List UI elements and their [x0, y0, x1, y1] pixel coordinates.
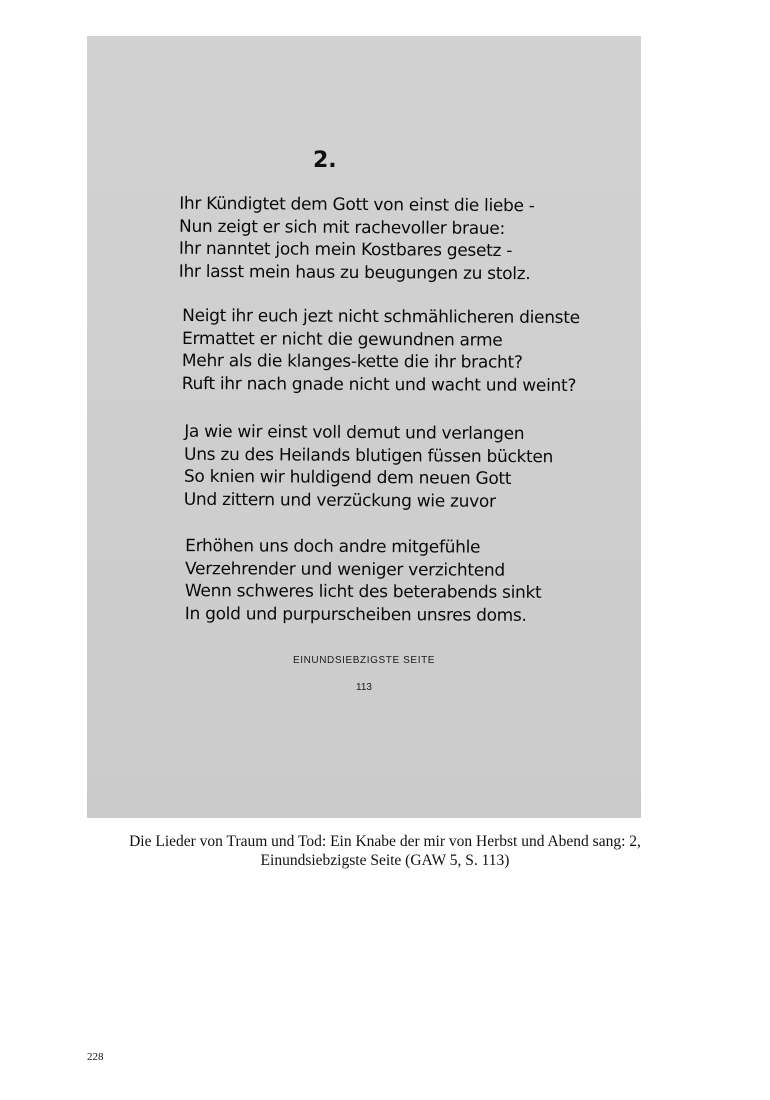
figure-caption: Die Lieder von Traum und Tod: Ein Knabe der mir von Herbst und Abend sang: 2, Einundsiebzigste Seite (GAW 5, S. 113)	[129, 833, 641, 869]
poem-line: Neigt ihr euch jezt nicht schmählicheren dienste	[182, 305, 580, 329]
poem-line: Verzehrender und weniger verzichtend	[185, 558, 505, 581]
poem-line: Ruft ihr nach gnade nicht und wacht und weint?	[181, 373, 577, 396]
poem-line: Ermattet er nicht die gewundnen arme	[182, 328, 503, 351]
poem-line: Erhöhen uns doch andre mitgefühle	[185, 536, 481, 558]
poem-line: Uns zu des Heilands blutigen füssen bückten	[184, 444, 554, 467]
poem-line: Ihr nanntet joch mein Kostbares gesetz -	[178, 238, 513, 262]
poem-line: Wenn schweres licht des beterabends sinkt	[184, 581, 542, 603]
stanza-4	[185, 535, 542, 627]
stanza-2	[182, 305, 580, 397]
stanza-1	[179, 193, 535, 285]
manuscript-plate	[87, 36, 641, 818]
poem-line: Ihr lasst mein haus zu beugungen zu stolz.	[178, 261, 531, 284]
stanza-3	[184, 421, 554, 514]
folio-page-number: 228	[87, 1051, 104, 1063]
poem-line: Und zittern und verzückung wie zuvor	[183, 489, 496, 512]
poem-line: Ihr Kündigtet dem Gott von einst die liebe -	[179, 193, 535, 217]
poem-line: In gold und purpurscheiben unsres doms.	[184, 603, 527, 626]
poem-line: Nun zeigt er sich mit rachevoller braue:	[179, 216, 506, 239]
plate-page-title: EINUNDSIEBZIGSTE SEITE	[292, 655, 436, 666]
poem-line: So knien wir huldigend dem neuen Gott	[183, 466, 512, 489]
poem-line: Mehr als die klanges-kette die ihr bracht?	[181, 350, 523, 373]
poem-line: Ja wie wir einst voll demut und verlangen	[184, 421, 525, 445]
poem-number: 2.	[313, 148, 337, 173]
plate-page-number: 113	[356, 682, 372, 693]
